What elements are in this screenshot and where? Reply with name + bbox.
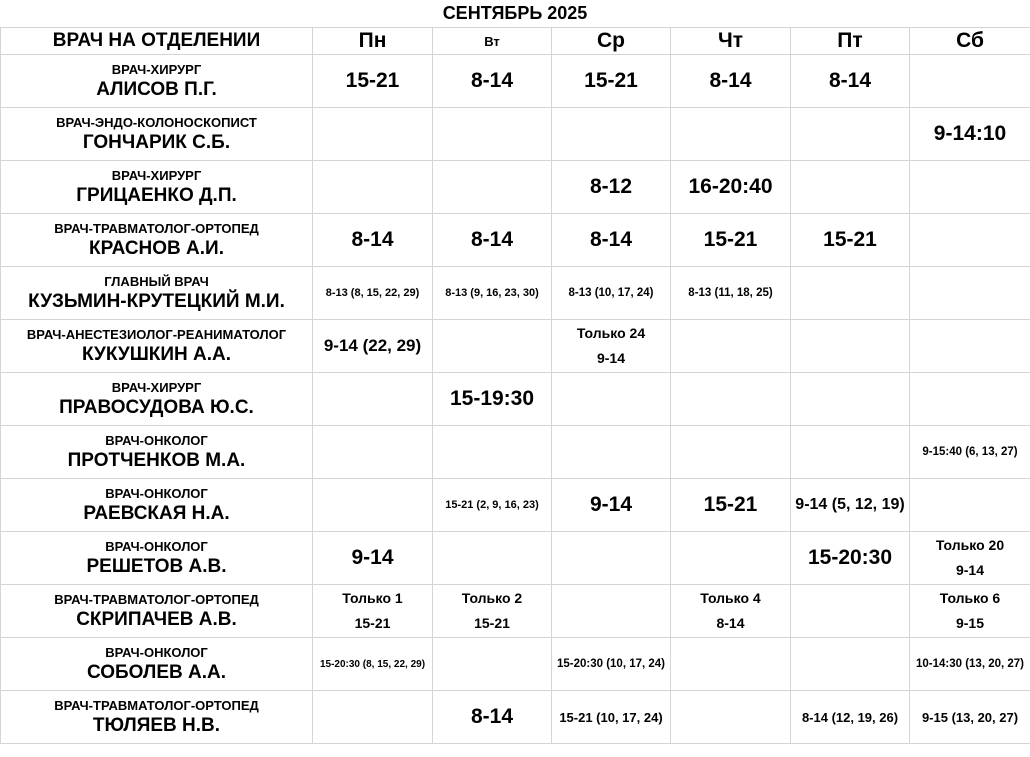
schedule-hours: 15-21 xyxy=(354,615,391,631)
doctor-cell xyxy=(1,426,313,479)
schedule-hours: 9-15 xyxy=(955,615,985,631)
schedule-cell-wed: 8-13 (10, 17, 24) xyxy=(552,267,671,320)
schedule-cell-thu xyxy=(671,108,791,161)
schedule-cell-sat xyxy=(910,161,1030,214)
doctor-cell xyxy=(1,585,313,638)
schedule-cell-fri: 8-14 xyxy=(791,55,910,108)
doctor-role: ВРАЧ-ОНКОЛОГ xyxy=(105,645,208,660)
schedule-cell-thu xyxy=(671,691,791,744)
doctor-name: ГРИЦАЕНКО Д.П. xyxy=(76,185,237,206)
doctor-cell xyxy=(1,214,313,267)
doctor-role: ВРАЧ-ТРАВМАТОЛОГ-ОРТОПЕД xyxy=(54,221,259,236)
table-row xyxy=(1,691,1030,744)
schedule-cell-tue: 8-13 (9, 16, 23, 30) xyxy=(433,267,552,320)
schedule-cell-fri xyxy=(791,585,910,638)
doctor-role: ГЛАВНЫЙ ВРАЧ xyxy=(104,274,209,289)
schedule-table xyxy=(0,27,1030,744)
schedule-cell-thu xyxy=(671,585,791,638)
doctor-cell xyxy=(1,638,313,691)
schedule-cell-sat xyxy=(910,267,1030,320)
schedule-cell-tue: 8-14 xyxy=(433,55,552,108)
schedule-cell-sat xyxy=(910,214,1030,267)
schedule-cell-sat xyxy=(910,320,1030,373)
schedule-cell-sat xyxy=(910,585,1030,638)
schedule-cell-sat xyxy=(910,55,1030,108)
schedule-cell-thu xyxy=(671,638,791,691)
schedule-note: Только 1 xyxy=(342,590,403,606)
doctor-cell xyxy=(1,532,313,585)
doctor-cell xyxy=(1,161,313,214)
doctor-name: СОБОЛЕВ А.А. xyxy=(87,662,226,683)
schedule-cell-thu: 8-13 (11, 18, 25) xyxy=(671,267,791,320)
schedule-cell-thu: 16-20:40 xyxy=(671,161,791,214)
header-row xyxy=(1,28,1030,55)
schedule-note: Только 20 xyxy=(935,537,1005,553)
day-header-tue: Вт xyxy=(433,28,552,55)
schedule-cell-mon: 8-14 xyxy=(313,214,433,267)
table-row xyxy=(1,55,1030,108)
schedule-cell-wed xyxy=(552,373,671,426)
doctor-name: РАЕВСКАЯ Н.А. xyxy=(83,503,230,524)
schedule-cell-tue xyxy=(433,161,552,214)
doctor-cell xyxy=(1,55,313,108)
schedule-cell-tue xyxy=(433,532,552,585)
doctor-role: ВРАЧ-ЭНДО-КОЛОНОСКОПИСТ xyxy=(56,115,257,130)
schedule-cell-fri: 9-14 (5, 12, 19) xyxy=(791,479,910,532)
schedule-cell-tue xyxy=(433,108,552,161)
schedule-cell-mon: 8-13 (8, 15, 22, 29) xyxy=(313,267,433,320)
schedule-cell-wed xyxy=(552,585,671,638)
doctor-column-header: ВРАЧ НА ОТДЕЛЕНИИ xyxy=(1,28,313,55)
schedule-cell-fri xyxy=(791,320,910,373)
day-header-thu: Чт xyxy=(671,28,791,55)
table-row xyxy=(1,267,1030,320)
schedule-cell-fri: 15-21 xyxy=(791,214,910,267)
schedule-cell-fri xyxy=(791,161,910,214)
doctor-name: ПРОТЧЕНКОВ М.А. xyxy=(67,450,246,471)
schedule-cell-tue: 15-21 (2, 9, 16, 23) xyxy=(433,479,552,532)
schedule-cell-fri xyxy=(791,638,910,691)
schedule-cell-thu xyxy=(671,426,791,479)
schedule-cell-thu xyxy=(671,532,791,585)
day-header-mon: Пн xyxy=(313,28,433,55)
schedule-cell-fri xyxy=(791,426,910,479)
doctor-name: КУКУШКИН А.А. xyxy=(81,344,232,365)
doctor-role: ВРАЧ-ХИРУРГ xyxy=(111,168,202,183)
schedule-cell-mon: 15-21 xyxy=(313,55,433,108)
doctor-cell xyxy=(1,267,313,320)
schedule-cell-wed: 15-20:30 (10, 17, 24) xyxy=(552,638,671,691)
doctor-role: ВРАЧ-ОНКОЛОГ xyxy=(105,486,208,501)
table-row xyxy=(1,638,1030,691)
schedule-cell-sat: 9-15 (13, 20, 27) xyxy=(910,691,1030,744)
schedule-cell-thu: 15-21 xyxy=(671,214,791,267)
schedule-title: СЕНТЯБРЬ 2025 xyxy=(442,3,588,23)
day-header-wed: Ср xyxy=(552,28,671,55)
schedule-cell-mon xyxy=(313,108,433,161)
schedule-cell-tue xyxy=(433,585,552,638)
doctor-cell xyxy=(1,108,313,161)
schedule-cell-thu: 15-21 xyxy=(671,479,791,532)
schedule-cell-tue xyxy=(433,638,552,691)
schedule-cell-tue: 8-14 xyxy=(433,214,552,267)
schedule-cell-wed xyxy=(552,108,671,161)
schedule-cell-mon xyxy=(313,479,433,532)
schedule-cell-wed: 8-12 xyxy=(552,161,671,214)
doctor-role: ВРАЧ-ТРАВМАТОЛОГ-ОРТОПЕД xyxy=(54,698,259,713)
table-row xyxy=(1,585,1030,638)
doctor-cell xyxy=(1,320,313,373)
schedule-cell-sat xyxy=(910,532,1030,585)
doctor-cell xyxy=(1,691,313,744)
doctor-name: ТЮЛЯЕВ Н.В. xyxy=(92,715,221,736)
schedule-cell-sat: 9-15:40 (6, 13, 27) xyxy=(910,426,1030,479)
schedule-hours: 9-14 xyxy=(955,562,985,578)
doctor-name: РЕШЕТОВ А.В. xyxy=(86,556,227,577)
schedule-cell-wed: 15-21 (10, 17, 24) xyxy=(552,691,671,744)
schedule-cell-wed: 15-21 xyxy=(552,55,671,108)
schedule-cell-thu xyxy=(671,320,791,373)
schedule-note: Только 6 xyxy=(939,590,1001,606)
schedule-note: Только 2 xyxy=(461,590,523,606)
schedule-cell-sat: 9-14:10 xyxy=(910,108,1030,161)
doctor-name: ПРАВОСУДОВА Ю.С. xyxy=(59,397,254,418)
schedule-cell-mon: 9-14 (22, 29) xyxy=(313,320,433,373)
doctor-role: ВРАЧ-ТРАВМАТОЛОГ-ОРТОПЕД xyxy=(54,592,259,607)
doctor-role: ВРАЧ-ОНКОЛОГ xyxy=(105,539,208,554)
table-row xyxy=(1,161,1030,214)
schedule-cell-wed: 9-14 xyxy=(552,479,671,532)
schedule-cell-mon xyxy=(313,426,433,479)
doctor-role: ВРАЧ-ОНКОЛОГ xyxy=(105,433,208,448)
schedule-cell-wed: 8-14 xyxy=(552,214,671,267)
schedule-cell-tue: 15-19:30 xyxy=(433,373,552,426)
schedule-cell-mon xyxy=(313,373,433,426)
schedule-hours: 9-14 xyxy=(596,350,626,366)
doctor-name: КРАСНОВ А.И. xyxy=(88,238,224,259)
schedule-cell-fri xyxy=(791,267,910,320)
day-header-sat: Сб xyxy=(910,28,1030,55)
schedule-cell-wed xyxy=(552,426,671,479)
schedule-hours: 8-14 xyxy=(716,615,745,631)
doctor-cell xyxy=(1,373,313,426)
schedule-note: Только 24 xyxy=(576,325,646,341)
doctor-name: КУЗЬМИН-КРУТЕЦКИЙ М.И. xyxy=(28,291,285,312)
doctor-name: ГОНЧАРИК С.Б. xyxy=(82,132,231,153)
schedule-cell-fri: 8-14 (12, 19, 26) xyxy=(791,691,910,744)
day-header-fri: Пт xyxy=(791,28,910,55)
schedule-cell-thu: 8-14 xyxy=(671,55,791,108)
schedule-cell-mon xyxy=(313,691,433,744)
schedule-cell-fri xyxy=(791,373,910,426)
schedule-cell-mon xyxy=(313,161,433,214)
doctor-role: ВРАЧ-ХИРУРГ xyxy=(111,62,202,77)
schedule-cell-wed xyxy=(552,532,671,585)
schedule-cell-mon: 15-20:30 (8, 15, 22, 29) xyxy=(313,638,433,691)
table-row xyxy=(1,532,1030,585)
schedule-cell-thu xyxy=(671,373,791,426)
schedule-cell-mon: 9-14 xyxy=(313,532,433,585)
schedule-cell-sat: 10-14:30 (13, 20, 27) xyxy=(910,638,1030,691)
doctor-role: ВРАЧ-ХИРУРГ xyxy=(111,380,202,395)
doctor-cell xyxy=(1,479,313,532)
table-row xyxy=(1,373,1030,426)
schedule-cell-sat xyxy=(910,479,1030,532)
table-row xyxy=(1,479,1030,532)
schedule-cell-tue: 8-14 xyxy=(433,691,552,744)
schedule-cell-tue xyxy=(433,320,552,373)
schedule-cell-sat xyxy=(910,373,1030,426)
table-row xyxy=(1,108,1030,161)
schedule-cell-wed xyxy=(552,320,671,373)
schedule-cell-fri xyxy=(791,108,910,161)
doctor-name: АЛИСОВ П.Г. xyxy=(96,79,217,100)
table-row xyxy=(1,426,1030,479)
schedule-cell-fri: 15-20:30 xyxy=(791,532,910,585)
schedule-hours: 15-21 xyxy=(474,615,510,631)
doctor-role: ВРАЧ-АНЕСТЕЗИОЛОГ-РЕАНИМАТОЛОГ xyxy=(26,327,287,342)
schedule-note: Только 4 xyxy=(700,590,761,606)
schedule-cell-mon xyxy=(313,585,433,638)
table-row xyxy=(1,320,1030,373)
doctor-name: СКРИПАЧЕВ А.В. xyxy=(76,609,237,630)
schedule-cell-tue xyxy=(433,426,552,479)
table-row xyxy=(1,214,1030,267)
